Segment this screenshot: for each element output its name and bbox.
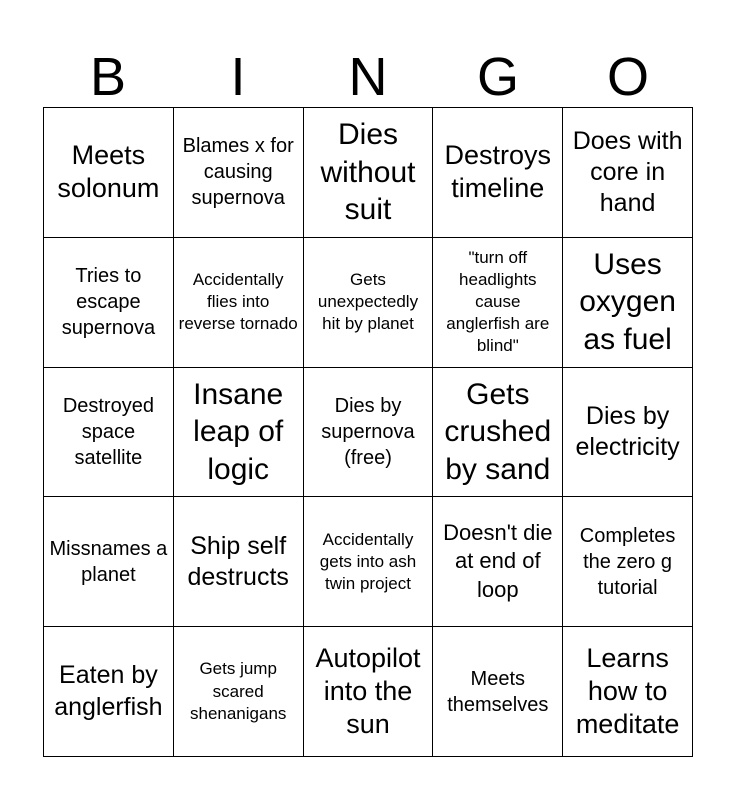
- bingo-cell-r4-c3[interactable]: Accidentally gets into ash twin project: [304, 497, 434, 627]
- header-letter-b: B: [89, 47, 127, 107]
- bingo-cell-r3-c3[interactable]: Dies by supernova (free): [304, 368, 434, 498]
- bingo-cell-r2-c3[interactable]: Gets unexpectedly hit by planet: [304, 238, 434, 368]
- bingo-cell-r5-c5[interactable]: Learns how to meditate: [563, 627, 693, 757]
- bingo-cell-r1-c3[interactable]: Dies without suit: [304, 108, 434, 238]
- bingo-cell-r1-c1[interactable]: Meets solonum: [44, 108, 174, 238]
- bingo-cell-r5-c4[interactable]: Meets themselves: [433, 627, 563, 757]
- bingo-cell-r3-c2[interactable]: Insane leap of logic: [174, 368, 304, 498]
- header-letter-i: I: [230, 47, 246, 107]
- header-letter-o: O: [606, 47, 649, 107]
- header-letter-g: G: [476, 47, 519, 107]
- bingo-cell-r1-c4[interactable]: Destroys timeline: [433, 108, 563, 238]
- bingo-cell-r5-c3[interactable]: Autopilot into the sun: [304, 627, 434, 757]
- header-letter-n: N: [348, 47, 388, 107]
- bingo-cell-r4-c4[interactable]: Doesn't die at end of loop: [433, 497, 563, 627]
- bingo-cell-r4-c1[interactable]: Missnames a planet: [44, 497, 174, 627]
- bingo-cell-r2-c2[interactable]: Accidentally flies into reverse tornado: [174, 238, 304, 368]
- bingo-cell-r1-c2[interactable]: Blames x for causing supernova: [174, 108, 304, 238]
- bingo-grid: [43, 107, 693, 757]
- bingo-cell-r2-c5[interactable]: Uses oxygen as fuel: [563, 238, 693, 368]
- bingo-cell-r3-c1[interactable]: Destroyed space satellite: [44, 368, 174, 498]
- bingo-header: [43, 46, 693, 108]
- bingo-cell-r3-c4[interactable]: Gets crushed by sand: [433, 368, 563, 498]
- bingo-cell-r1-c5[interactable]: Does with core in hand: [563, 108, 693, 238]
- bingo-cell-r5-c1[interactable]: Eaten by anglerfish: [44, 627, 174, 757]
- bingo-cell-r5-c2[interactable]: Gets jump scared shenanigans: [174, 627, 304, 757]
- bingo-cell-r4-c2[interactable]: Ship self destructs: [174, 497, 304, 627]
- bingo-cell-r2-c4[interactable]: "turn off headlights cause anglerfish are blind": [433, 238, 563, 368]
- bingo-cell-r2-c1[interactable]: Tries to escape supernova: [44, 238, 174, 368]
- bingo-cell-r4-c5[interactable]: Completes the zero g tutorial: [563, 497, 693, 627]
- bingo-cell-r3-c5[interactable]: Dies by electricity: [563, 368, 693, 498]
